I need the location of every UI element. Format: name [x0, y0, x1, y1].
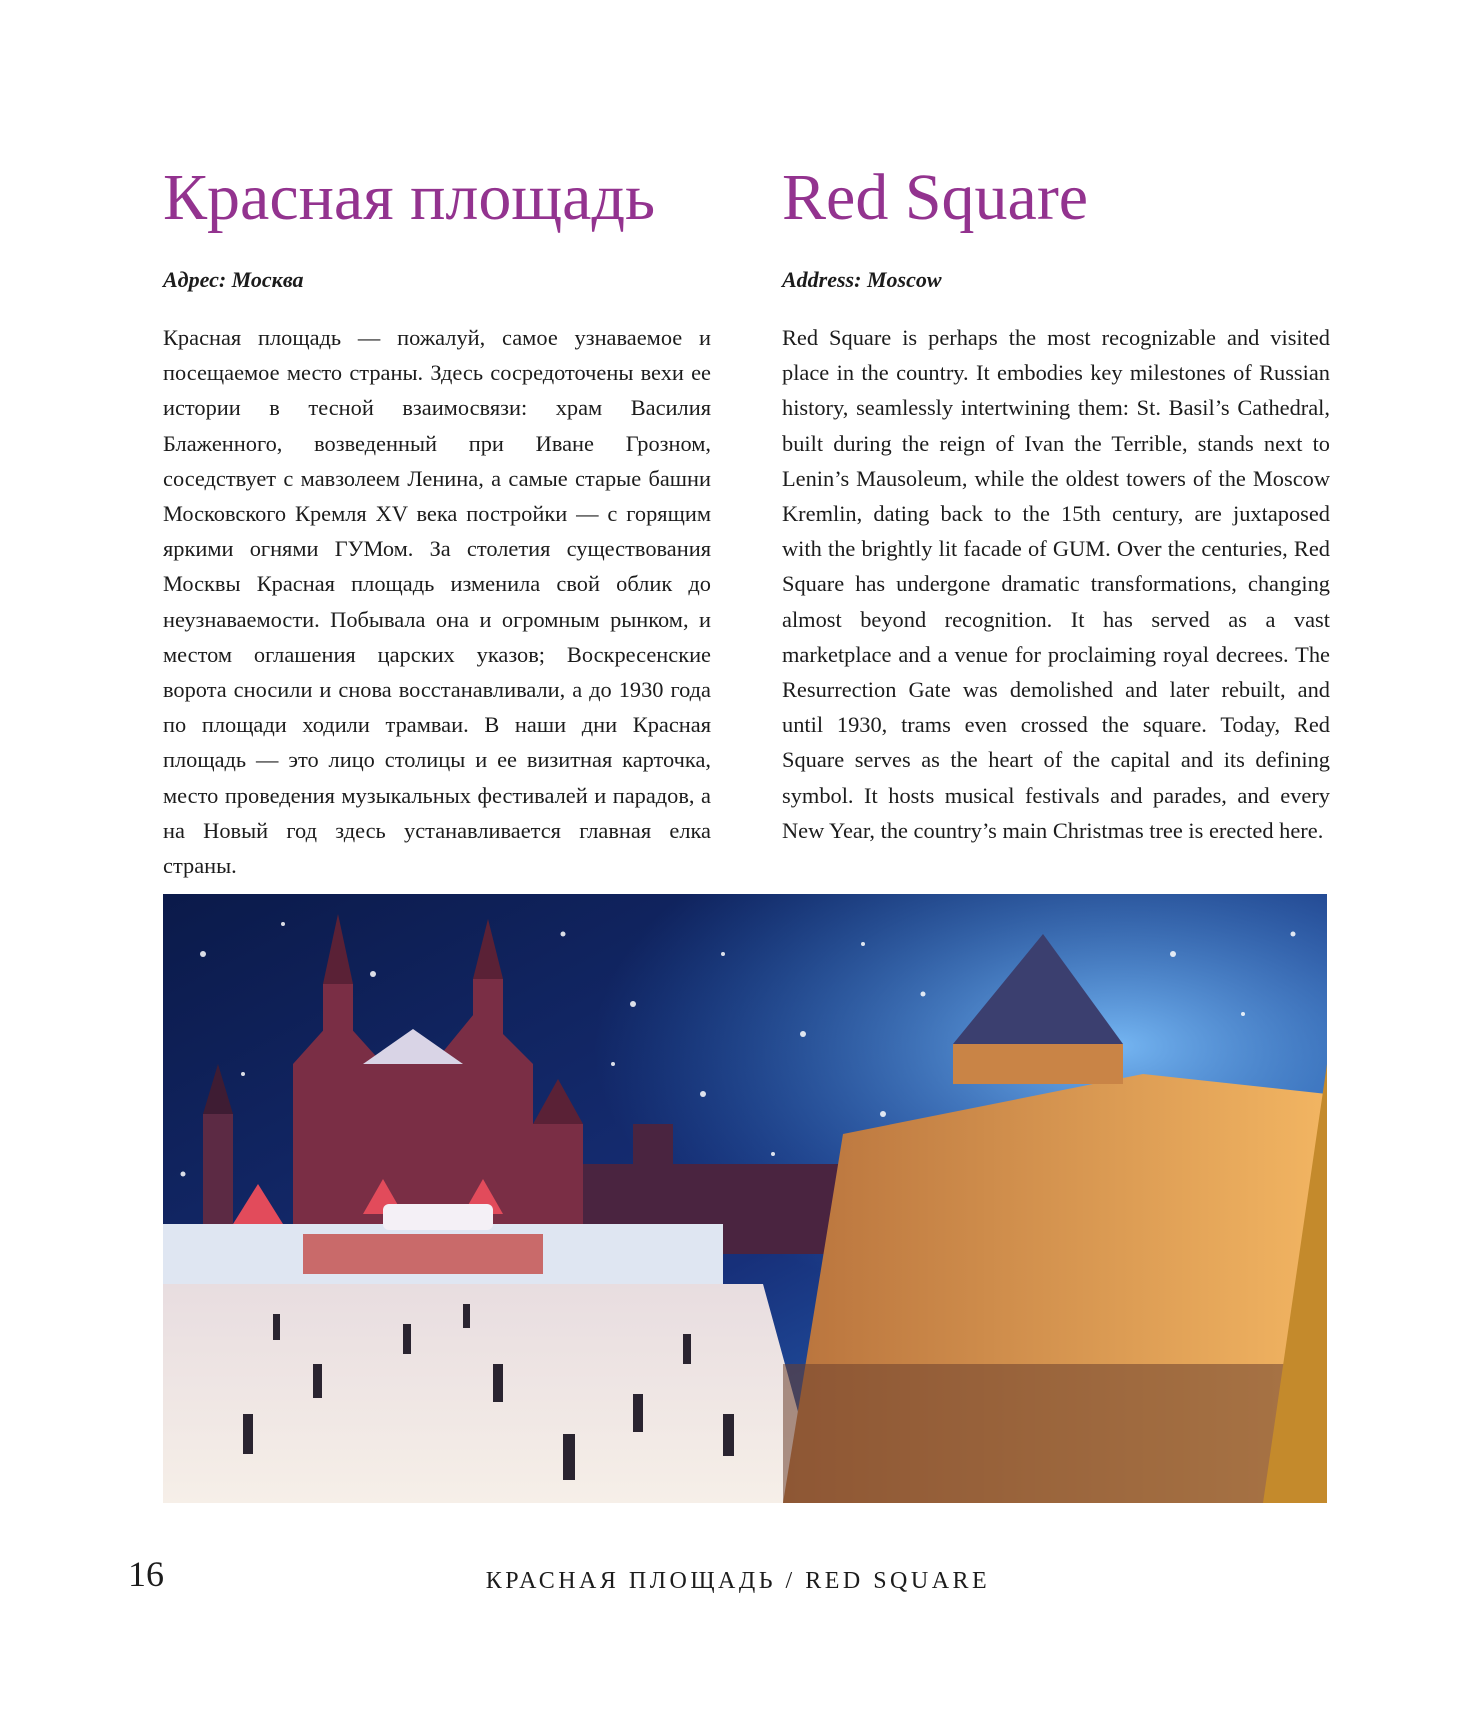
- title-russian: Красная площадь: [163, 161, 656, 234]
- title-english: Red Square: [782, 161, 1089, 234]
- address-english: Address: Moscow: [782, 267, 942, 292]
- body-text-russian: Красная площадь — пожалуй, самое узнаваемое и посещаемое место страны. Здесь сосредоточены вехи ее истории в тесной взаимосвязи: храм Василия Блаженного, возведенный при Иване Грозном, соседствует с мавзолеем Ленина, а самые старые башни Московского Кремля XV века постройки — с горящим яркими огнями ГУМом. За столетия существования Москвы Красная площадь изменила свой облик до неузнаваемости. Побывала она и огромным рынком, и местом оглашения царских указов; Воскресенские ворота сносили и снова восстанавливали, а до 1930 года по площади ходили трамваи. В наши дни Красная площадь — это лицо столицы и ее визитная карточка, место проведения музыкальных фестивалей и парадов, а на Новый год здесь устанавливается главная елка страны.: [163, 325, 711, 879]
- running-footer: КРАСНАЯ ПЛОЩАДЬ / RED SQUARE: [485, 1568, 991, 1594]
- page-number: 16: [128, 1554, 164, 1594]
- english-column: [782, 160, 1330, 848]
- russian-column: [163, 160, 711, 883]
- red-square-winter-photo: [163, 894, 1327, 1503]
- address-russian: Адрес: Москва: [163, 267, 304, 292]
- body-text-english: Red Square is perhaps the most recognizable and visited place in the country. It embodies key milestones of Russian history, seamlessly intertwining them: St. Basil’s Cathedral, built during the reign of Ivan the Terrible, stands next to Lenin’s Mausoleum, while the oldest towers of the Moscow Kremlin, dating back to the 15th century, are juxtaposed with the brightly lit facade of GUM. Over the centuries, Red Square has undergone dramatic transformations, changing almost beyond recognition. It has served as a vast marketplace and a venue for proclaiming royal decrees. The Resurrection Gate was demolished and later rebuilt, and until 1930, trams even crossed the square. Today, Red Square serves as the heart of the capital and its defining symbol. It hosts musical festivals and parades, and every New Year, the country’s main Christmas tree is erected here.: [782, 325, 1330, 843]
- photo-illustration: [163, 894, 1327, 1503]
